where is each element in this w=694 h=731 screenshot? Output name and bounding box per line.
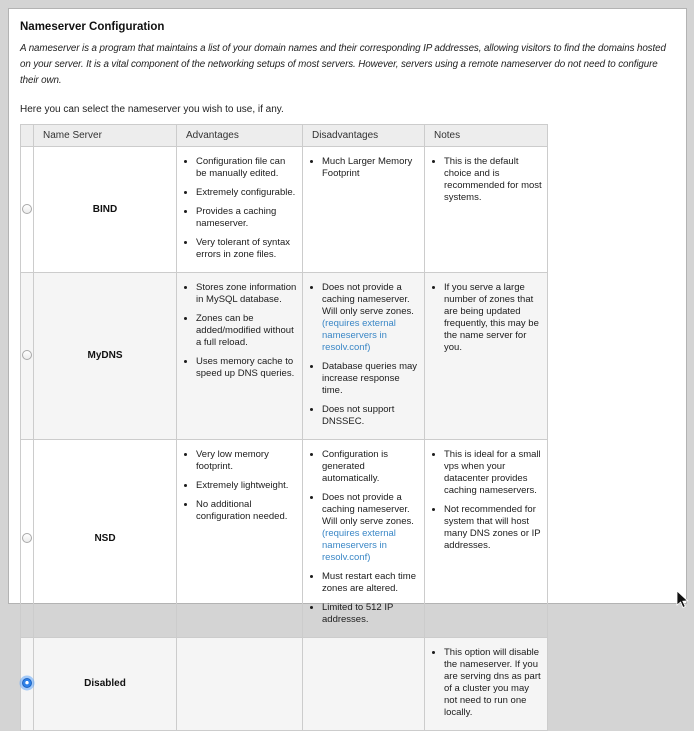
bullet-item: • This is ideal for a small vps when your datacenter provides caching nameservers. [444,449,542,497]
column-header-notes: Notes [425,124,548,146]
advantages-cell-mydns [177,272,303,439]
page-title: Nameserver Configuration [20,21,165,33]
bullet-item: • No additional configuration needed. [196,499,297,523]
resolv-conf-link[interactable]: (requires external nameservers in resolv.conf) [322,317,396,353]
bullet-item: • Does not support DNSSEC. [322,404,419,428]
disadvantages-cell-mydns [303,272,425,439]
notes-cell-disabled [425,637,548,730]
table-row-nsd [21,439,548,637]
bullet-item: • Provides a caching nameserver. [196,206,297,230]
column-header-advantages: Advantages [177,124,303,146]
nameserver-name-disabled: Disabled [34,637,177,730]
advantages-cell-nsd [177,439,303,637]
bullet-item: • Must restart each time zones are altered. [322,571,419,595]
nameserver-config-panel [8,8,687,718]
radio-cell-bind [21,146,34,272]
bullet-item: • Much Larger Memory Footprint [322,156,419,180]
advantages-cell-bind [177,146,303,272]
nameserver-name-mydns: MyDNS [34,272,177,439]
resolv-conf-link[interactable]: (requires external nameservers in resolv.conf) [322,527,396,563]
disadvantages-list [305,449,419,626]
advantages-list [179,449,297,523]
table-row-mydns [21,272,548,439]
page-description: A nameserver is a program that maintains a list of your domain names and their corresponding IP addresses, allowing visitors to find the domains hosted on your server. It is a vital component of the networking setups of most servers. However, servers using a remote nameserver do not need to configure their own. [20,43,666,86]
column-header-name-server: Name Server [34,124,177,146]
notes-list [427,282,542,354]
radio-cell-nsd [21,439,34,637]
disadvantages-list [305,282,419,428]
bullet-item: • Zones can be added/modified without a full reload. [196,313,297,349]
bullet-item: • Extremely lightweight. [196,480,297,492]
bullet-item: • Very tolerant of syntax errors in zone files. [196,237,297,261]
nameserver-name-nsd: NSD [34,439,177,637]
bullet-item: • This option will disable the nameserver. If you are serving dns as part of a cluster you may not need to run one locally. [444,647,542,719]
disadvantages-cell-nsd [303,439,425,637]
nameserver-table-body [21,146,548,730]
radio-unchecked-icon-bind[interactable] [22,204,32,214]
notes-list [427,156,542,204]
notes-list [427,449,542,552]
nameserver-name-bind: BIND [34,146,177,272]
radio-cell-disabled [21,637,34,730]
bullet-item: • Extremely configurable. [196,187,297,199]
bullet-item: • Limited to 512 IP addresses. [322,602,419,626]
bullet-item: • Does not provide a caching nameserver. Will only serve zones. (requires external nameservers in resolv.conf) [322,492,419,564]
notes-cell-mydns [425,272,548,439]
bullet-item: • Does not provide a caching nameserver. Will only serve zones. (requires external nameservers in resolv.conf) [322,282,419,354]
radio-unchecked-icon-mydns[interactable] [22,350,32,360]
mouse-cursor-icon [676,591,689,610]
bullet-item: • Not recommended for system that will host many DNS zones or IP addresses. [444,504,542,552]
table-row-bind [21,146,548,272]
advantages-list [179,282,297,380]
table-header-row [21,124,548,146]
bullet-item: • If you serve a large number of zones that are being updated frequently, this may be the name server for you. [444,282,542,354]
bullet-item: • This is the default choice and is recommended for most systems. [444,156,542,204]
disadvantages-list [305,156,419,180]
nameserver-table [20,124,548,731]
notes-cell-bind [425,146,548,272]
bullet-item: • Configuration file can be manually edited. [196,156,297,180]
bullet-item: • Configuration is generated automatically. [322,449,419,485]
notes-list [427,647,542,719]
advantages-cell-disabled [177,637,303,730]
notes-cell-nsd [425,439,548,637]
advantages-list [179,156,297,261]
bullet-item: • Database queries may increase response time. [322,361,419,397]
disadvantages-cell-bind [303,146,425,272]
radio-cell-mydns [21,272,34,439]
bullet-item: • Uses memory cache to speed up DNS queries. [196,356,297,380]
table-row-disabled [21,637,548,730]
radio-column-header [21,124,34,146]
disadvantages-cell-disabled [303,637,425,730]
instruction-text: Here you can select the nameserver you wish to use, if any. [20,103,284,115]
column-header-disadvantages: Disadvantages [303,124,425,146]
radio-checked-icon-disabled[interactable] [22,678,32,688]
bullet-item: • Stores zone information in MySQL database. [196,282,297,306]
radio-unchecked-icon-nsd[interactable] [22,533,32,543]
bullet-item: • Very low memory footprint. [196,449,297,473]
